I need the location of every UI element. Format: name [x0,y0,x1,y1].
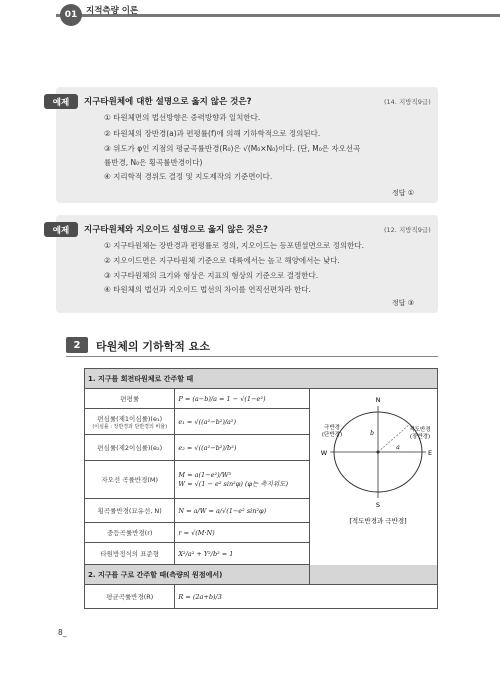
table-row-label-n: 횡곡률반경(묘유선, N) [85,499,175,523]
table-row-formula-n: N = a/W = a/√(1−e² sin²φ) [175,499,310,523]
section-rule [66,356,438,357]
table-row-label: 편평률 [85,389,175,409]
example-1-option-3: ③ 위도가 φ인 지점의 평균곡률반경(R₀)은 √(M₀×N₀)이다. (단, M₀은 자오선곡 [104,144,361,153]
chapter-number-badge: 01 [60,4,82,26]
diagram-cell [309,389,437,585]
example-1-option-3-cont: 률반경, N₀은 횡곡률반경이다) [104,158,203,167]
north-label: N [375,396,381,404]
example-1-option-2: ② 타원체의 장반경(a)과 편평률(f)에 의해 기하학적으로 정의된다. [104,129,321,138]
table-row-formula-mean-r: R = (2a+b)/3 [175,585,438,609]
example-2-question: 지구타원체와 지오이드 설명으로 옳지 않은 것은? [84,225,268,235]
example-2-option-4: ④ 타원체의 법선과 지오이드 법선의 차이를 연직선편차라 한다. [104,285,311,294]
table-row-label-m: 자오선 곡률반경(M) [85,461,175,499]
geometry-table [84,368,438,609]
e1-label: 편심률(제1이심률)(e₁) [97,414,163,423]
center-point [376,451,379,454]
section-number: 2 [66,337,88,353]
table-group1-header: 1. 지구를 회전타원체로 간주할 때 [85,369,438,389]
b-label: b [370,430,374,437]
m-formula: M = a(1−e²)/W³ [178,471,232,479]
table-row-formula-m [175,461,310,499]
table-row-formula-e1: e₁ = √((a²−b²)/a²) [175,409,310,435]
example-2-answer: 정답 ③ [392,299,415,307]
example-1-option-4: ④ 지리학적 경위도 결정 및 지도제작의 기준면이다. [104,172,273,181]
table-row-label-e1 [85,409,175,435]
example-1-answer: 정답 ① [392,189,415,197]
eq-label-2: (장반경) [409,434,431,440]
table-row-label-e2: 편심률(제2이심률)(e₂) [85,435,175,461]
table-row-formula-r: r = √(M·N) [175,523,310,543]
table-row-label-r: 중등곡률반경(r) [85,523,175,543]
page-number: 8_ [58,628,67,637]
oblique-radius-line [378,424,410,452]
example-tag-1: 예제 [44,94,78,109]
table-row-formula-e2: e₂ = √((a²−b²)/b²) [175,435,310,461]
w-formula: W = √(1 − e² sin²φ) (φ는 측지위도) [178,480,289,488]
table-group2-header: 2. 지구를 구로 간주할 때(측량의 원점에서) [85,565,438,585]
polar-label-1: 극반경 [324,425,340,431]
a-label: a [396,444,400,451]
example-2-option-2: ② 지오이드면은 지구타원체 기준으로 대륙에서는 높고 해양에서는 낮다. [104,256,340,265]
eq-label-1: 적도반경 [409,427,431,433]
east-label: E [427,449,433,457]
section-title: 타원체의 기하학적 요소 [96,340,210,353]
polar-label-2: (단반경) [321,432,343,438]
example-2-source: (12. 지방직9급) [384,226,431,234]
table-row-label-ellipse-eq: 타원방정식의 표준형 [85,543,175,565]
west-label: W [320,449,328,457]
chapter-title: 지적측량 이론 [86,6,139,16]
south-label: S [375,501,381,509]
table-row-label-mean-r: 평균곡률반경(R) [85,585,175,609]
e1-sublabel: (이심률 : 장반경과 단반경의 비율) [92,423,168,430]
example-1-question: 지구타원체에 대한 설명으로 옳지 않은 것은? [84,97,252,107]
diagram-caption: [적도반경과 극반경] [349,517,407,525]
example-tag-2: 예제 [44,222,78,237]
example-1-source: (14. 지방직9급) [384,98,431,106]
table-row-formula: P = (a−b)/a = 1 − √(1−e²) [175,389,310,409]
example-2-option-3: ③ 지구타원체의 크기와 형상은 지표의 형상의 기준으로 결정한다. [104,271,319,280]
geometry-table-wrap [84,368,438,609]
table-row-formula-ellipse-eq: X²/a² + Y²/b² = 1 [175,543,310,565]
example-2-option-1: ① 지구타원체는 장반경과 편평률로 정의, 지오이드는 등포텐셜면으로 정의한다. [104,241,365,250]
ellipse-diagram [310,389,437,553]
example-1-option-1: ① 타원체면의 법선방향은 중력방향과 일치한다. [104,113,261,122]
